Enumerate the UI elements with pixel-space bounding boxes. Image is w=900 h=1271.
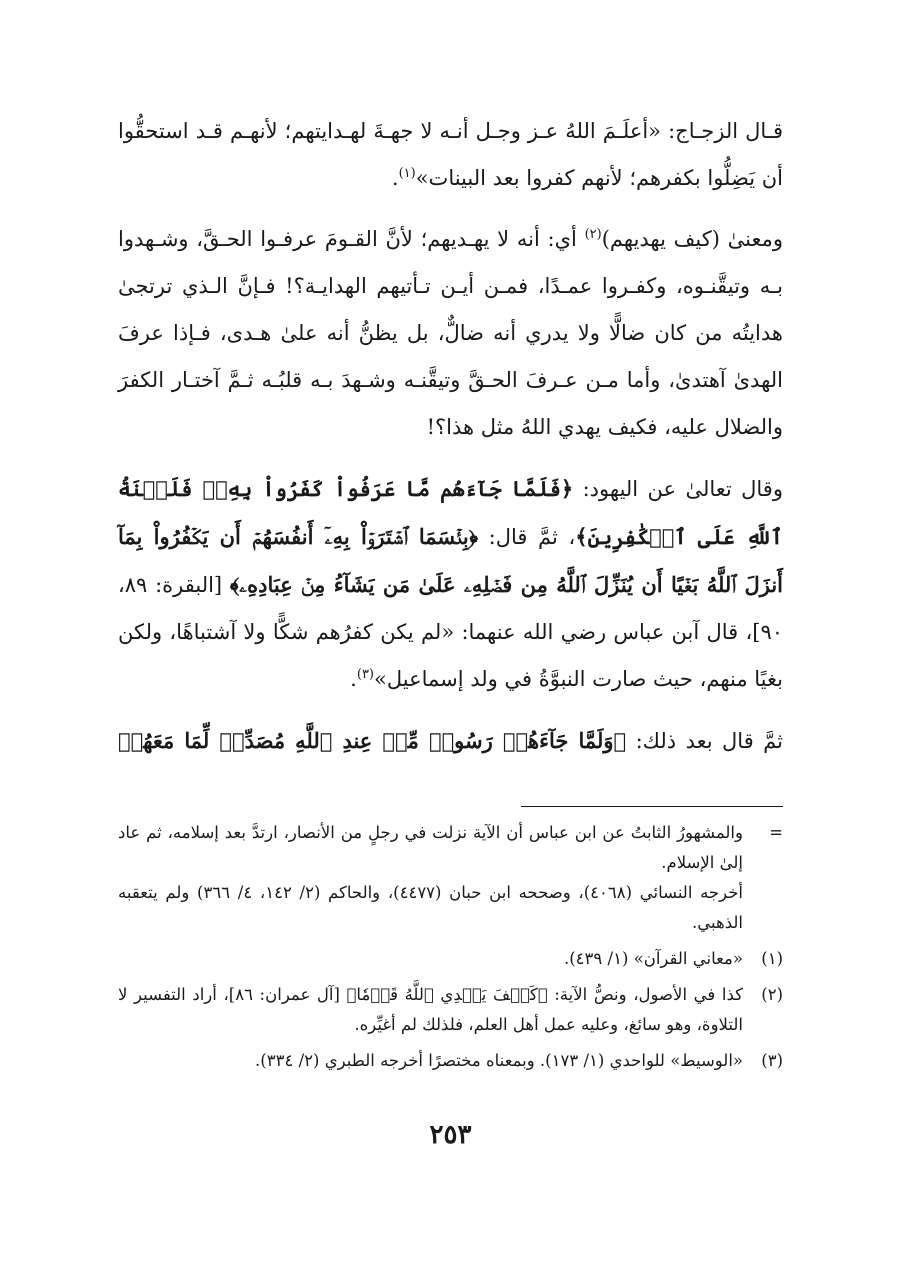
footnote-marker: (١): [761, 949, 783, 968]
paragraph-text: قـال الزجـاج: «أعلَـمَ اللهُ عـز وجـل أنـه لا جهـةَ لهـدايتهم؛ لأنهـم قـد استحقُّوا أن يَضِلُّوا بكفرهم؛ لأنهم كفروا بعد البينات»: [118, 119, 783, 190]
footnote-line: كذا في الأصول، ونصُّ الآية: ﴿كَيۡفَ يَهۡدِي ٱللَّهُ قَوۡمٗا﴾ [آل عمران: ٨٦]، أراد التفسير لا التلاوة، وهو سائغ، وعليه عمل أهل العلم، فلذلك لم أغيِّره.: [118, 985, 744, 1034]
footnote-body: [118, 1046, 743, 1076]
footnote-line: والمشهورُ الثابتُ عن ابن عباس أن الآية نزلت في رجلٍ من الأنصار، ارتدَّ بعد إسلامه، ثم عاد إلىٰ الإسلام.: [118, 823, 743, 872]
footnote-marker: =: [769, 823, 783, 842]
footnote-body: [118, 980, 743, 1040]
footnote-continuation: [118, 818, 783, 938]
paragraph-intro: وقال تعالىٰ عن اليهود:: [573, 477, 783, 501]
footnotes: [118, 818, 783, 1082]
paragraph-after: [118, 717, 783, 765]
book-page: [118, 108, 783, 1198]
paragraph-text: ومعنىٰ (كيف يهديهم): [601, 227, 784, 251]
footnote-ref-1[interactable]: (١): [398, 166, 416, 181]
paragraph-citation: [البقرة: ٨٩، ٩٠]، قال آبن عباس رضي الله عنهما: «لم يكن كفرُهم شكًّا ولا آشتباهًا، ولكن بغيًا منهم، حيث صارت النبوَّةُ في ولد إسماعيل»: [118, 573, 783, 691]
footnote-line: أخرجه النسائي (٤٠٦٨)، وصححه ابن حبان (٤٤٧٧)، والحاكم (٢/ ١٤٢، ٤/ ٣٦٦) ولم يتعقبه الذهبي.: [118, 883, 744, 932]
quran-verse: ﴿فَلَمَّا جَآءَهُم مَّا عَرَفُواْ كَفَرُواْ بِهِۦۚ فَلَعۡنَةُ ٱللَّهِ عَلَى ٱلۡكَٰفِرِينَ﴾: [118, 476, 783, 549]
quran-verse: ﴿بِئۡسَمَا ٱشۡتَرَوۡاْ بِهِۦٓ أَنفُسَهُمۡ أَن يَكۡفُرُواْ بِمَآ أَنزَلَ ٱللَّهُ بَغۡيًا أَن يُنَزِّلَ ٱللَّهُ مِن فَضۡلِهِۦ عَلَىٰ مَن يَشَآءُ مِنۡ عِبَادِهِۦ﴾: [118, 524, 783, 597]
footnote-divider: [521, 806, 783, 807]
footnote-body: [118, 818, 743, 938]
paragraph-text-continued: أي: أنه لا يهـديهم؛ لأنَّ القـومَ عرفـوا الحـقَّ، وشـهدوا بـه وتيقَّنـوه، وكفـروا عمـدًا، فمـن أيـن تـأتيهم الهدايـة؟! فـإنَّ الـذي ترتجىٰ هدايتُه من كان ضالًّا ولا يدري أنه ضالٌّ، بل يظنُّ أنه علىٰ هـدى، فـإذا عرفَ الهدىٰ آهتدىٰ، وأما مـن عـرفَ الحـقَّ وتيقَّنـه وشـهدَ بـه قلبُـه ثـمَّ آختـار الكفرَ والضلال عليه، فكيف يهدي اللهُ مثل هذا؟!: [118, 227, 783, 439]
footnote-marker: (٣): [761, 1051, 783, 1070]
footnote-1: [118, 944, 783, 974]
paragraph-connector: ، ثمَّ قال:: [478, 525, 576, 549]
paragraph-tail: .: [391, 166, 399, 190]
paragraph-tail: .: [350, 667, 357, 691]
paragraph-zajjaj: [118, 108, 783, 202]
footnote-2: [118, 980, 783, 1040]
page-number: ٢٥٣: [429, 1120, 472, 1150]
footnote-marker: (٢): [761, 985, 783, 1004]
quran-verse: ﴿وَلَمَّا جَآءَهُمۡ رَسُولٞ مِّنۡ عِندِ ٱللَّهِ مُصَدِّقٞ لِّمَا مَعَهُمۡ: [118, 728, 627, 753]
footnote-body: [118, 944, 743, 974]
paragraph-intro: ثمَّ قال بعد ذلك:: [626, 729, 783, 753]
footnote-line: «معاني القرآن» (١/ ٤٣٩).: [563, 949, 743, 968]
footnote-line: «الوسيط» للواحدي (١/ ١٧٣). وبمعناه مختصرًا أخرجه الطبري (٢/ ٣٣٤).: [255, 1051, 743, 1070]
footnote-ref-3[interactable]: (٣): [356, 667, 374, 682]
footnote-ref-2[interactable]: (٢): [584, 227, 602, 242]
footnote-3: [118, 1046, 783, 1076]
paragraph-jews: [118, 465, 783, 703]
paragraph-meaning: [118, 216, 783, 451]
